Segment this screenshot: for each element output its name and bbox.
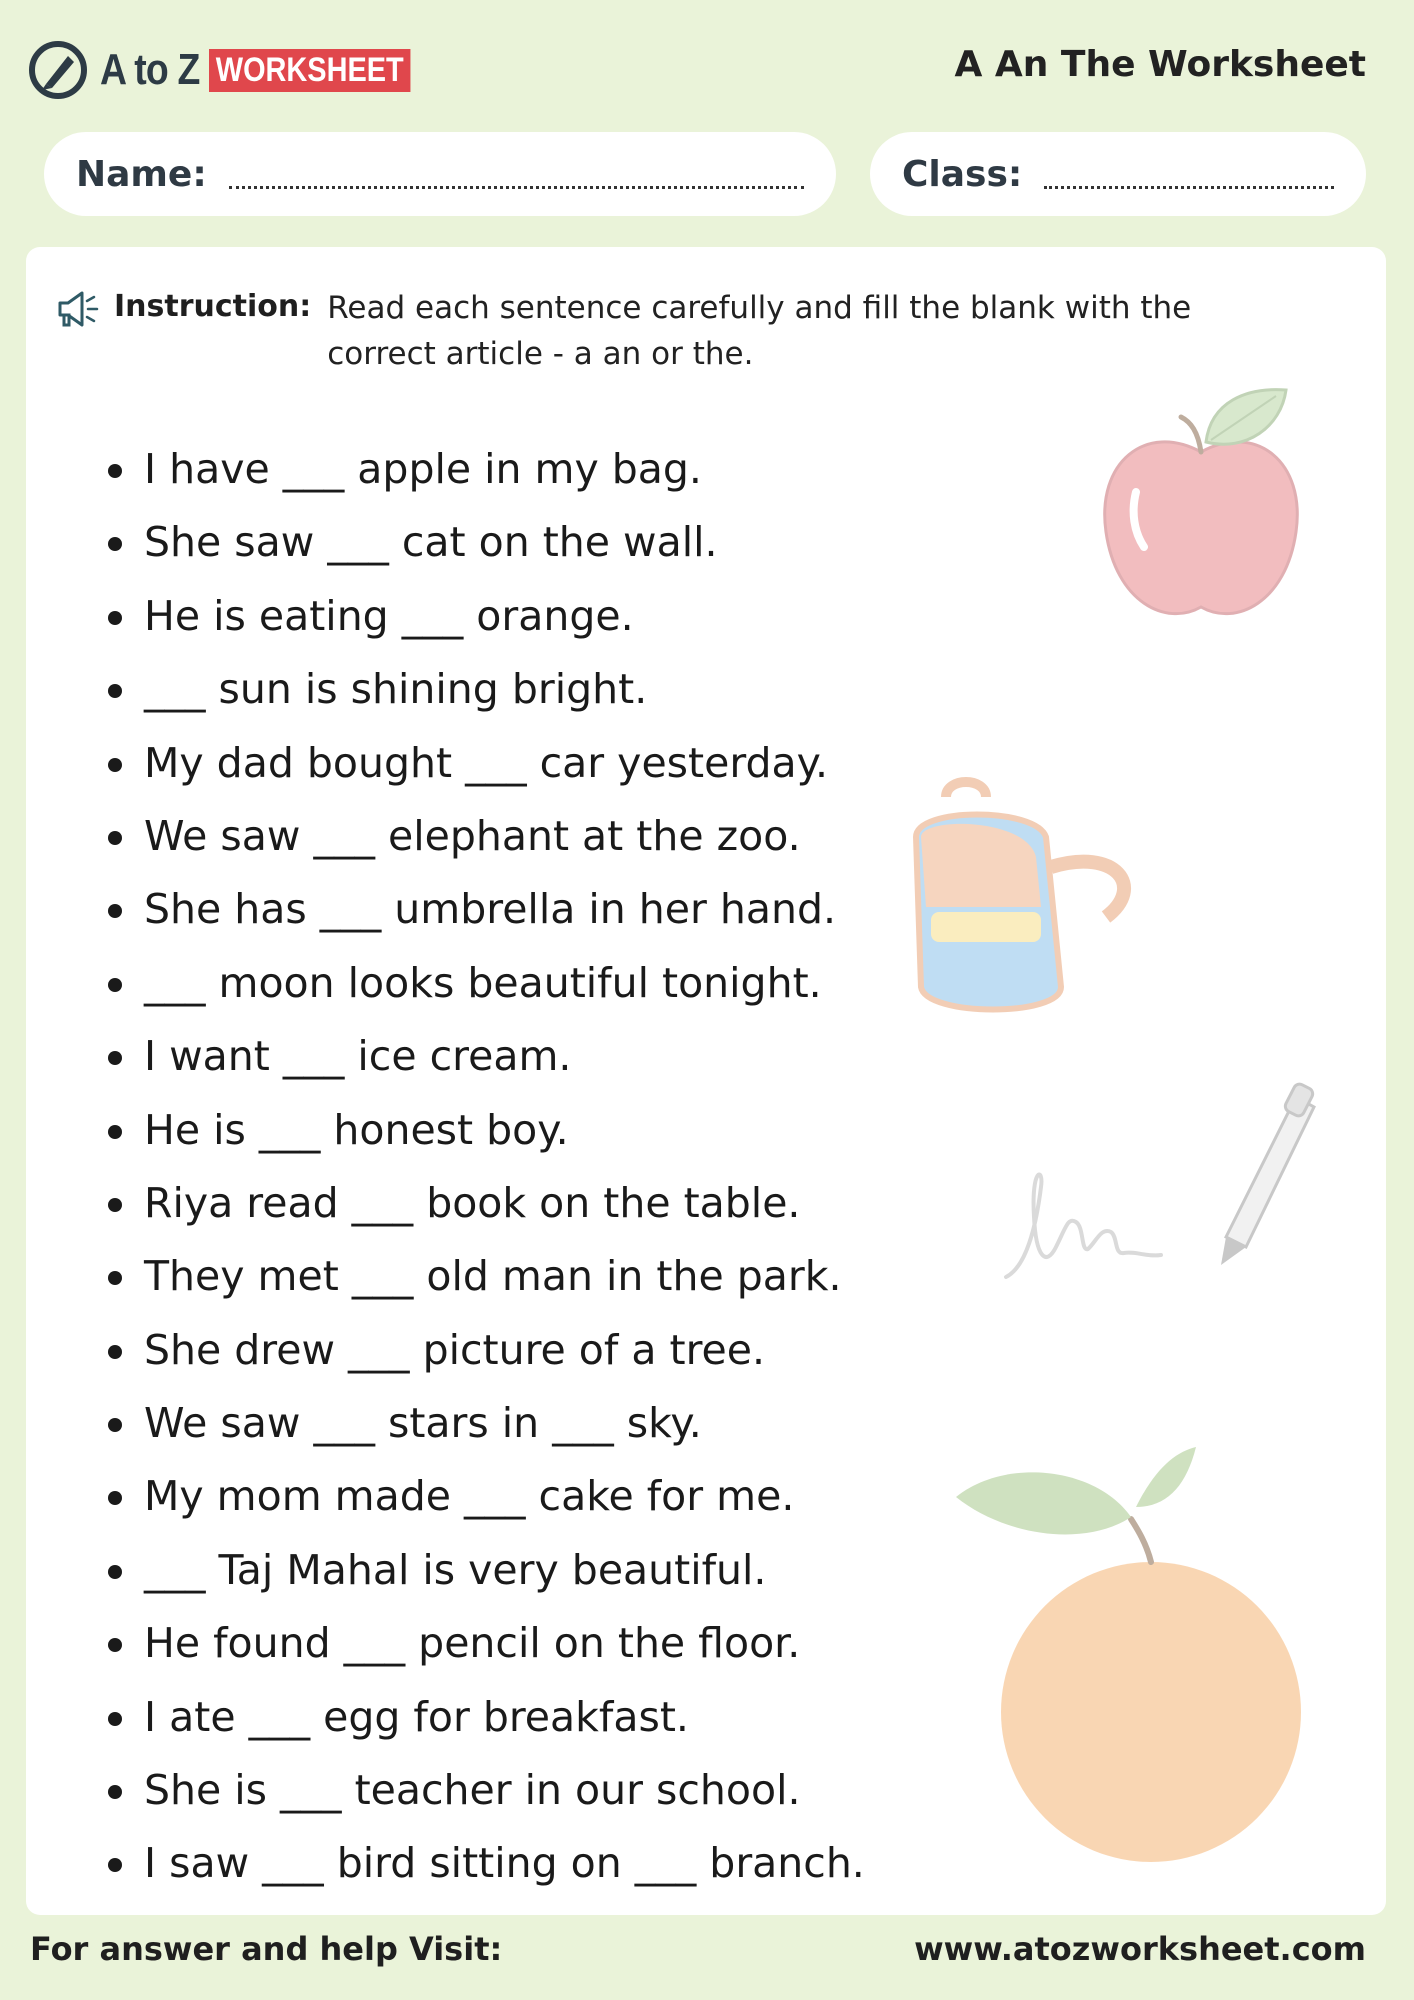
bullet-dot [108, 1858, 122, 1872]
question-item [104, 1754, 865, 1827]
question-item [104, 580, 865, 653]
bullet-dot [108, 1712, 122, 1726]
bullet-dot [108, 831, 122, 845]
question-text: I have ___ apple in my bag. [144, 445, 702, 493]
question-text: ___ Taj Mahal is very beautiful. [144, 1545, 767, 1594]
question-item [104, 1827, 865, 1900]
bullet-dot [108, 1565, 122, 1579]
question-text: They met ___ old man in the park. [144, 1252, 842, 1301]
question-text: ___ moon looks beautiful tonight. [144, 958, 822, 1007]
question-text: He is ___ honest boy. [144, 1105, 569, 1154]
question-item [104, 800, 865, 873]
instruction-block [54, 285, 1304, 377]
question-list [104, 433, 865, 1901]
footer-help-text: For answer and help Visit: [30, 1930, 503, 1968]
question-text: She is ___ teacher in our school. [144, 1766, 801, 1815]
bullet-dot [108, 758, 122, 772]
bullet-dot [108, 537, 122, 551]
bullet-dot [108, 1125, 122, 1139]
question-item [104, 1460, 865, 1533]
bullet-dot [108, 1051, 122, 1065]
bullet-dot [108, 1271, 122, 1285]
question-item [104, 1020, 865, 1093]
question-text: He is eating ___ orange. [144, 591, 634, 640]
question-item [104, 653, 865, 726]
question-text: ___ sun is shining bright. [144, 665, 648, 714]
question-text: I saw ___ bird sitting on ___ branch. [144, 1839, 865, 1888]
question-item [104, 873, 865, 946]
question-text: I want ___ ice cream. [144, 1032, 572, 1081]
question-text: She saw ___ cat on the wall. [144, 518, 718, 567]
question-text: She drew ___ picture of a tree. [144, 1325, 766, 1374]
question-item [104, 1167, 865, 1240]
question-item [104, 506, 865, 579]
bullet-dot [108, 1198, 122, 1212]
name-label: Name: [76, 153, 207, 195]
bullet-dot [108, 1785, 122, 1799]
question-text: My dad bought ___ car yesterday. [144, 738, 829, 787]
question-item [104, 1240, 865, 1313]
bullet-dot [108, 1345, 122, 1359]
megaphone-icon [54, 287, 102, 331]
logo-pencil-icon [28, 40, 88, 100]
question-item [104, 947, 865, 1020]
footer-website-link[interactable]: www.atozworksheet.com [914, 1930, 1366, 1968]
worksheet-card [26, 247, 1386, 1915]
instruction-label: Instruction: [114, 289, 312, 324]
question-item [104, 433, 865, 506]
site-logo [28, 38, 446, 102]
bullet-dot [108, 978, 122, 992]
pen-signature-icon [996, 1077, 1326, 1297]
bullet-dot [108, 684, 122, 698]
question-item [104, 1607, 865, 1680]
bullet-dot [108, 1638, 122, 1652]
bullet-dot [108, 904, 122, 918]
name-blank-line[interactable] [229, 186, 804, 189]
logo-badge: WORKSHEET [209, 49, 410, 92]
bullet-dot [108, 611, 122, 625]
backpack-icon [886, 777, 1156, 1037]
question-text: Riya read ___ book on the table. [144, 1178, 801, 1227]
apple-icon [1086, 382, 1316, 632]
logo-text: A to Z [100, 45, 200, 94]
question-text: She has ___ umbrella in her hand. [144, 885, 837, 934]
question-text: We saw ___ elephant at the zoo. [144, 811, 801, 860]
question-item [104, 1314, 865, 1387]
question-item [104, 1387, 865, 1460]
instruction-text: Read each sentence carefully and fill the blank with the correct article - a an or the. [327, 290, 1192, 372]
question-item [104, 1681, 865, 1754]
question-text: He found ___ pencil on the floor. [144, 1619, 801, 1668]
bullet-dot [108, 1418, 122, 1432]
name-field[interactable] [44, 132, 836, 216]
bullet-dot [108, 464, 122, 478]
question-item [104, 1534, 865, 1607]
page-title: A An The Worksheet [954, 44, 1366, 85]
class-blank-line[interactable] [1044, 186, 1334, 189]
orange-icon [946, 1447, 1326, 1867]
question-text: We saw ___ stars in ___ sky. [144, 1399, 702, 1448]
bullet-dot [108, 1491, 122, 1505]
class-field[interactable] [870, 132, 1366, 216]
question-item [104, 1094, 865, 1167]
question-item [104, 727, 865, 800]
question-text: My mom made ___ cake for me. [144, 1472, 795, 1521]
class-label: Class: [902, 153, 1023, 195]
question-text: I ate ___ egg for breakfast. [144, 1692, 689, 1741]
